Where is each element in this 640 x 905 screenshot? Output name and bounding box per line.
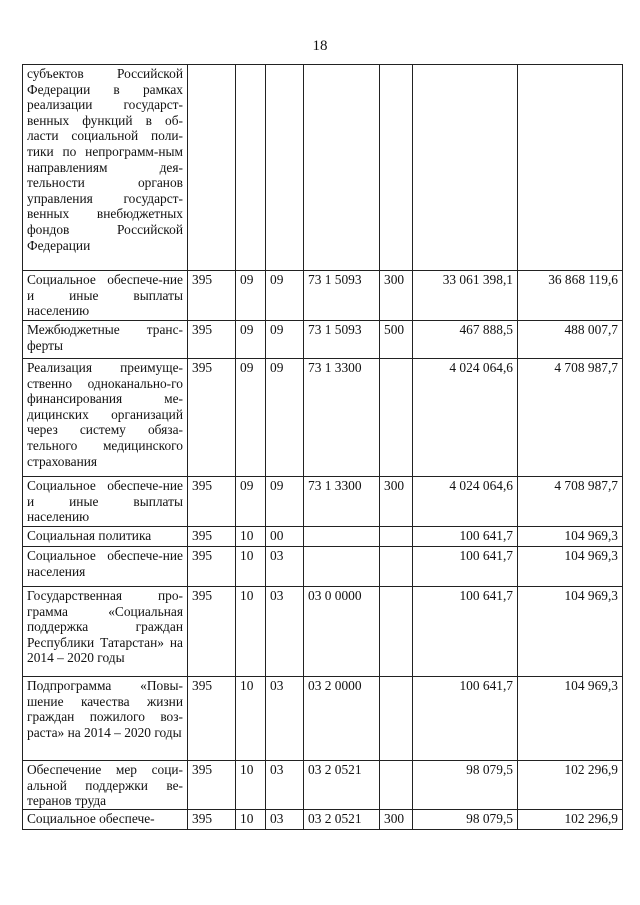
target-code: 73 1 3300 (304, 359, 380, 477)
target-code (304, 527, 380, 547)
subsection-code: 09 (266, 477, 304, 527)
amount-2017: 4 708 987,7 (518, 359, 623, 477)
table-row (23, 761, 623, 810)
budget-table (22, 64, 623, 830)
target-code: 73 1 5093 (304, 271, 380, 321)
subsection-code (266, 65, 304, 271)
target-code: 03 2 0521 (304, 761, 380, 810)
page-number: 18 (312, 38, 328, 54)
ministry-code: 395 (188, 527, 236, 547)
amount-2016: 100 641,7 (413, 677, 518, 761)
subsection-code: 03 (266, 761, 304, 810)
section-code: 10 (236, 809, 266, 829)
table-row (23, 65, 623, 271)
table-row (23, 321, 623, 359)
subsection-code: 03 (266, 547, 304, 587)
table-row (23, 547, 623, 587)
amount-2017: 104 969,3 (518, 527, 623, 547)
amount-2017: 4 708 987,7 (518, 477, 623, 527)
table-row (23, 271, 623, 321)
target-code: 73 1 5093 (304, 321, 380, 359)
row-name: Подпрограмма «Повы-шение качества жизни граждан пожилого воз-раста» на 2014 – 2020 годы (23, 677, 188, 761)
section-code: 10 (236, 761, 266, 810)
section-code (236, 65, 266, 271)
amount-2016: 467 888,5 (413, 321, 518, 359)
target-code: 03 0 0000 (304, 587, 380, 677)
row-name: Обеспечение мер соци-альной поддержки ве-теранов труда (23, 761, 188, 810)
section-code: 09 (236, 321, 266, 359)
amount-2016: 100 641,7 (413, 527, 518, 547)
target-code: 03 2 0000 (304, 677, 380, 761)
row-name: Государственная про-грамма «Социальная поддержка граждан Республики Татарстан» на 2014 – 2020 годы (23, 587, 188, 677)
table-row (23, 359, 623, 477)
expense-code (380, 527, 413, 547)
expense-code: 300 (380, 271, 413, 321)
ministry-code: 395 (188, 477, 236, 527)
section-code: 10 (236, 677, 266, 761)
row-name: Социальное обеспече-ние населения (23, 547, 188, 587)
subsection-code: 03 (266, 809, 304, 829)
table-row (23, 677, 623, 761)
subsection-code: 09 (266, 359, 304, 477)
amount-2017 (518, 65, 623, 271)
section-code: 10 (236, 527, 266, 547)
section-code: 10 (236, 547, 266, 587)
target-code (304, 547, 380, 587)
ministry-code: 395 (188, 271, 236, 321)
amount-2017: 102 296,9 (518, 761, 623, 810)
subsection-code: 03 (266, 587, 304, 677)
target-code (304, 65, 380, 271)
target-code: 03 2 0521 (304, 809, 380, 829)
ministry-code: 395 (188, 359, 236, 477)
row-name: Межбюджетные транс-ферты (23, 321, 188, 359)
expense-code: 300 (380, 809, 413, 829)
section-code: 09 (236, 359, 266, 477)
amount-2017: 36 868 119,6 (518, 271, 623, 321)
ministry-code: 395 (188, 761, 236, 810)
table-row (23, 477, 623, 527)
target-code: 73 1 3300 (304, 477, 380, 527)
row-name: Социальное обеспече- (23, 809, 188, 829)
amount-2016: 100 641,7 (413, 587, 518, 677)
table-row (23, 809, 623, 829)
amount-2016: 100 641,7 (413, 547, 518, 587)
expense-code: 300 (380, 477, 413, 527)
amount-2017: 104 969,3 (518, 677, 623, 761)
amount-2016 (413, 65, 518, 271)
ministry-code: 395 (188, 587, 236, 677)
expense-code (380, 359, 413, 477)
row-name: Реализация преимуще-ственно одноканально-го финансирования ме-дицинских организаций через систему обяза-тельного медицинского страхования (23, 359, 188, 477)
amount-2016: 98 079,5 (413, 809, 518, 829)
amount-2017: 102 296,9 (518, 809, 623, 829)
amount-2017: 488 007,7 (518, 321, 623, 359)
subsection-code: 09 (266, 321, 304, 359)
row-name: Социальное обеспече-ние и иные выплаты населению (23, 477, 188, 527)
row-name: Социальная политика (23, 527, 188, 547)
ministry-code: 395 (188, 809, 236, 829)
ministry-code: 395 (188, 547, 236, 587)
ministry-code (188, 65, 236, 271)
subsection-code: 09 (266, 271, 304, 321)
table-row (23, 527, 623, 547)
ministry-code: 395 (188, 677, 236, 761)
expense-code (380, 761, 413, 810)
amount-2016: 98 079,5 (413, 761, 518, 810)
amount-2016: 4 024 064,6 (413, 477, 518, 527)
ministry-code: 395 (188, 321, 236, 359)
expense-code (380, 65, 413, 271)
expense-code (380, 547, 413, 587)
section-code: 09 (236, 271, 266, 321)
row-name: субъектов Российской Федерации в рамках реализации государст-венных функций в об-ласти социальной поли-тики по непрограмм-ным направлениям дея-тельности органов управления государст-венных внебюджетных фондов Российской Федерации (23, 65, 188, 271)
amount-2017: 104 969,3 (518, 587, 623, 677)
section-code: 10 (236, 587, 266, 677)
table-row (23, 587, 623, 677)
section-code: 09 (236, 477, 266, 527)
amount-2016: 4 024 064,6 (413, 359, 518, 477)
amount-2016: 33 061 398,1 (413, 271, 518, 321)
expense-code (380, 587, 413, 677)
subsection-code: 03 (266, 677, 304, 761)
amount-2017: 104 969,3 (518, 547, 623, 587)
expense-code: 500 (380, 321, 413, 359)
row-name: Социальное обеспече-ние и иные выплаты населению (23, 271, 188, 321)
expense-code (380, 677, 413, 761)
subsection-code: 00 (266, 527, 304, 547)
